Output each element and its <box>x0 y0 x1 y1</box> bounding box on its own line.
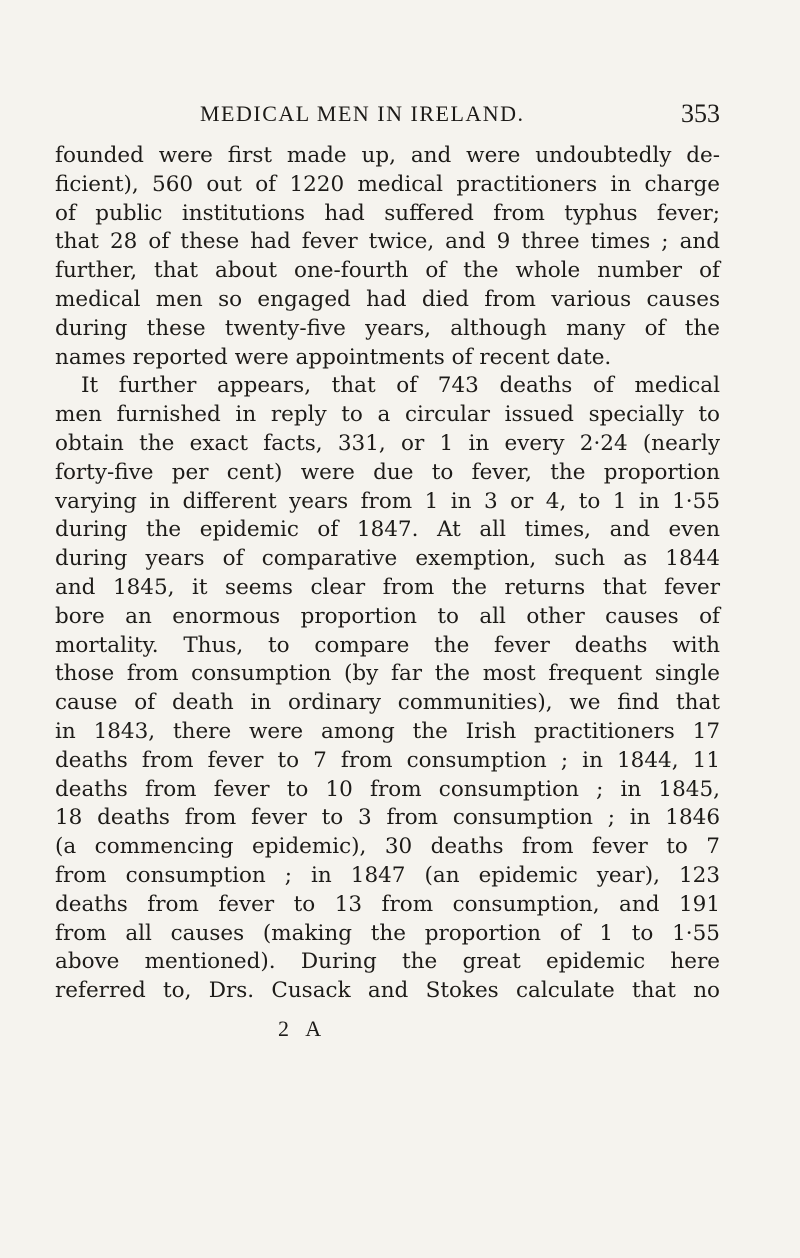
text-line: men furnished in reply to a circular issued specially to <box>55 402 720 428</box>
text-line: names reported were appointments of recent date. <box>55 344 612 370</box>
text-line: and 1845, it seems clear from the returns that fever <box>55 574 720 600</box>
running-title: MEDICAL MEN IN IRELAND. <box>200 101 525 126</box>
text-line: cause of death in ordinary communities), we find that <box>55 690 720 716</box>
text-line: It further appears, that of 743 deaths of medical <box>81 373 720 399</box>
text-line: varying in different years from 1 in 3 or 4, to 1 in 1·55 <box>55 488 720 514</box>
text-line: during years of comparative exemption, such as 1844 <box>55 546 720 572</box>
text-line: 18 deaths from fever to 3 from consumption ; in 1846 <box>55 805 720 831</box>
text-line: from consumption ; in 1847 (an epidemic year), 123 <box>55 862 720 888</box>
text-line: in 1843, there were among the Irish practitioners 17 <box>55 718 720 744</box>
text-line: ficient), 560 out of 1220 medical practitioners in charge <box>55 171 720 197</box>
text-line: above mentioned). During the great epidemic here <box>55 949 720 975</box>
text-line: referred to, Drs. Cusack and Stokes calculate that no <box>55 978 720 1004</box>
text-line: from all causes (making the proportion of 1 to 1·55 <box>55 920 720 946</box>
text-line: forty-five per cent) were due to fever, the proportion <box>55 459 720 485</box>
text-line: of public institutions had suffered from typhus fever; <box>55 200 720 226</box>
text-line: during these twenty-five years, although many of the <box>55 315 720 341</box>
running-head <box>55 98 720 134</box>
page-number: 353 <box>681 99 720 128</box>
text-line: during the epidemic of 1847. At all times, and even <box>55 517 720 543</box>
text-line: mortality. Thus, to compare the fever deaths with <box>55 632 720 658</box>
text-line: that 28 of these had fever twice, and 9 three times ; and <box>55 229 720 255</box>
text-line: deaths from fever to 10 from consumption ; in 1845, <box>55 776 720 802</box>
text-line: deaths from fever to 7 from consumption ; in 1844, 11 <box>55 747 720 773</box>
text-line: deaths from fever to 13 from consumption, and 191 <box>55 891 720 917</box>
text-line: further, that about one-fourth of the whole number of <box>55 258 720 284</box>
body-text <box>55 142 720 1006</box>
text-line: those from consumption (by far the most frequent single <box>55 661 720 687</box>
text-line: (a commencing epidemic), 30 deaths from fever to 7 <box>55 834 720 860</box>
text-line: obtain the exact facts, 331, or 1 in every 2·24 (nearly <box>55 430 720 456</box>
signature-mark: 2 A <box>278 1016 328 1041</box>
text-line: bore an enormous proportion to all other causes of <box>55 603 720 629</box>
text-line: medical men so engaged had died from various causes <box>55 286 720 312</box>
text-line: founded were first made up, and were undoubtedly de- <box>55 143 720 168</box>
